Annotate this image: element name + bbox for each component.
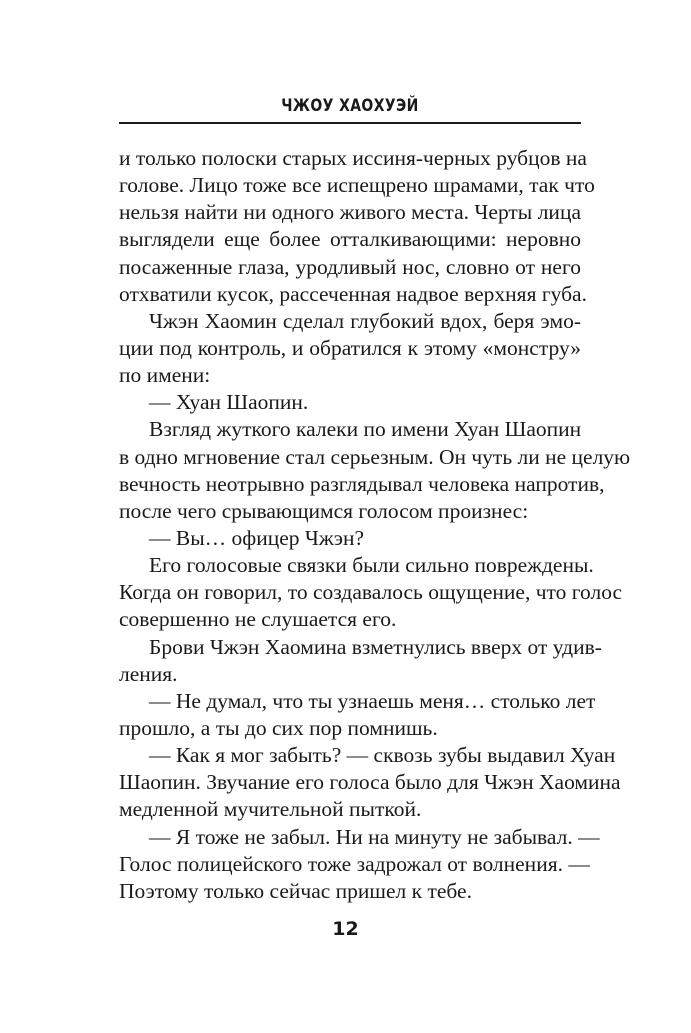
- text-line: Голос полицейского тоже задрожал от волнения. —: [119, 851, 590, 876]
- running-title: ЧЖОУ ХАОХУЭЙ: [281, 96, 419, 116]
- text-line: выглядели еще более отталкивающими: неровно: [119, 227, 581, 252]
- text-line: отхватили кусок, рассеченная надвое верхняя губа.: [119, 281, 587, 306]
- text-line: и только полоски старых иссиня-черных рубцов на: [119, 146, 587, 170]
- text-line: голове. Лицо тоже все испещрено шрамами, так что: [119, 173, 595, 198]
- text-line: ления.: [119, 661, 178, 686]
- dialogue-line: — Вы… офицер Чжэн?: [149, 525, 364, 550]
- dialogue-line: — Как я мог забыть? — сквозь зубы выдавил Хуан: [149, 743, 616, 768]
- text-line: прошло, а ты до сих пор помнишь.: [119, 715, 438, 740]
- body-text: [119, 145, 631, 905]
- dialogue-line: — Не думал, что ты узнаешь меня… столько лет: [149, 688, 596, 713]
- dialogue-line: — Я тоже не забыл. Ни на минуту не забывал. —: [149, 824, 600, 849]
- page-number: 12: [332, 918, 359, 940]
- text-line: нельзя найти ни одного живого места. Черты лица: [119, 200, 581, 225]
- dialogue-line: — Хуан Шаопин.: [149, 390, 309, 415]
- text-line: Шаопин. Звучание его голоса было для Чжэн Хаомина: [119, 770, 621, 795]
- text-line: совершенно не слушается его.: [119, 607, 397, 632]
- text-line: вечность неотрывно разглядывал человека напротив,: [119, 471, 605, 496]
- text-line: Когда он говорил, то создавалось ощущение, что голос: [119, 580, 623, 605]
- text-line: Чжэн Хаомин сделал глубокий вдох, беря эмо-: [149, 308, 581, 333]
- text-line: после чего срывающимся голосом произнес:: [119, 498, 529, 523]
- header-rule: [119, 122, 581, 124]
- text-line: Взгляд жуткого калеки по имени Хуан Шаопин: [149, 417, 582, 442]
- text-line: ции под контроль, и обратился к этому «монстру»: [119, 335, 581, 360]
- text-line: по имени:: [119, 363, 211, 388]
- text-line: Брови Чжэн Хаомина взметнулись вверх от удив-: [149, 634, 602, 659]
- text-line: в одно мгновение стал серьезным. Он чуть ли не целую: [119, 444, 631, 469]
- text-line: Его голосовые связки были сильно повреждены.: [149, 553, 594, 578]
- text-line: посаженные глаза, уродливый нос, словно от него: [119, 254, 581, 279]
- text-line: Поэтому только сейчас пришел к тебе.: [119, 878, 472, 903]
- text-line: медленной мучительной пыткой.: [119, 797, 422, 822]
